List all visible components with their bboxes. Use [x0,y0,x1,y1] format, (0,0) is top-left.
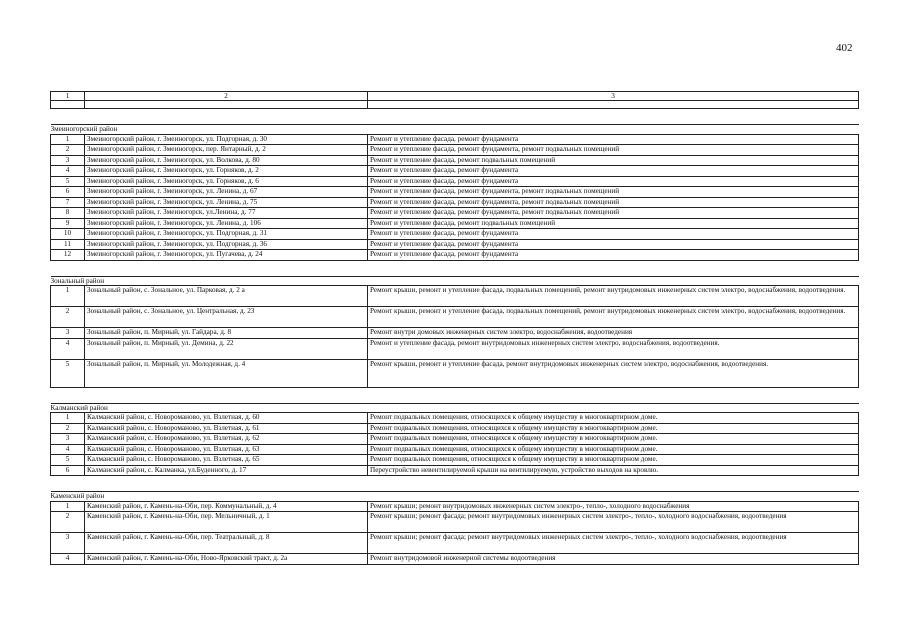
section-gap [51,476,859,492]
table-row [51,176,859,187]
row-work: Ремонт крыши; ремонт фасада; ремонт внутридомовых инженерных систем электро-, тепло-, холодного водоснабжения, водоотведения [368,512,859,533]
blank-row [51,101,859,109]
table-row [51,286,859,307]
row-work: Ремонт и утепление фасада, ремонт внутридомовых инженерных систем электро, водоснабжения, водоотведения. [368,338,859,359]
row-number: 3 [51,434,85,445]
row-work: Ремонт внутри домовых инженерных систем электро, водоснабжения, водоотведения [368,328,859,339]
table-row [51,512,859,533]
row-number: 6 [51,187,85,198]
section-gap [51,109,859,125]
row-address: Каменский район, г. Камень-на-Оби, пер. Коммунальный, д. 4 [85,501,368,512]
row-work: Ремонт внутридомовой инженерной системы водоотведения [368,554,859,565]
row-address: Змеиногорский район, г. Змеиногорск, пер. Янтарный, д. 2 [85,145,368,156]
row-number: 3 [51,155,85,166]
row-number: 2 [51,145,85,156]
table-row [51,145,859,156]
repair-table [50,91,859,565]
table-row [51,197,859,208]
header-col-3: 3 [368,92,859,101]
section-gap [51,260,859,276]
row-number: 5 [51,455,85,466]
section-title: Калманский район [51,403,859,412]
row-number: 7 [51,197,85,208]
row-number: 5 [51,176,85,187]
row-number: 2 [51,423,85,434]
row-address: Змеиногорский район, г. Змеиногорск, ул.Ленина, д. 77 [85,208,368,219]
row-number: 4 [51,338,85,359]
row-work: Ремонт и утепление фасада, ремонт фундамента, ремонт подвальных помещений [368,197,859,208]
row-work: Ремонт подвальных помещения, относящихся к общему имуществу в многоквартирном доме. [368,444,859,455]
row-work: Ремонт и утепление фасада, ремонт фундамента [368,239,859,250]
table-row [51,134,859,145]
table-row [51,250,859,261]
row-address: Змеиногорский район, г. Змеиногорск, ул. Пугачева, д. 24 [85,250,368,261]
row-work: Ремонт и утепление фасада, ремонт фундамента, ремонт подвальных помещений [368,208,859,219]
row-address: Каменский район, г. Камень-на-Оби, пер. Театральный, д. 8 [85,533,368,554]
row-address: Зональный район, с. Зональное, ул. Парковая, д. 2 а [85,286,368,307]
row-work: Ремонт и утепление фасада, ремонт фундамента, ремонт подвальных помещений [368,187,859,198]
row-number: 1 [51,286,85,307]
table-row [51,218,859,229]
row-work: Ремонт крыши, ремонт и утепление фасада, ремонт внутридомовых инженерных систем электро, водоснабжения, водоотведения. [368,359,859,387]
table-row [51,338,859,359]
table-row [51,554,859,565]
row-work: Ремонт и утепление фасада, ремонт фундамента [368,250,859,261]
row-work: Ремонт и утепление фасада, ремонт фундамента [368,176,859,187]
row-address: Змеиногорский район, г. Змеиногорск, ул. Подгорная, д. 36 [85,239,368,250]
table-row [51,359,859,387]
table-row [51,455,859,466]
row-number: 4 [51,166,85,177]
row-work: Ремонт крыши; ремонт фасада; ремонт внутридомовых инженерных систем электро-, тепло-, холодного водоснабжения, водоотведения [368,533,859,554]
row-address: Змеиногорский район, г. Змеиногорск, ул. Подгорная, д. 30 [85,134,368,145]
row-address: Калманский район, с. Калманка, ул.Буденного, д. 17 [85,465,368,476]
section-title-row [51,492,859,501]
section-title-row [51,276,859,285]
row-number: 6 [51,465,85,476]
table-row [51,155,859,166]
row-address: Калманский район, с. Новороманово, ул. Взлетная, д. 63 [85,444,368,455]
section-gap [51,387,859,403]
row-number: 2 [51,512,85,533]
section-title: Каменский район [51,492,859,501]
row-address: Зональный район, п. Мирный, ул. Демина, д. 22 [85,338,368,359]
page-number: 402 [836,42,853,54]
row-number: 12 [51,250,85,261]
row-work: Ремонт подвальных помещения, относящихся к общему имуществу в многоквартирном доме. [368,434,859,445]
table-row [51,444,859,455]
table-row [51,307,859,328]
row-work: Ремонт подвальных помещения, относящихся к общему имуществу в многоквартирном доме. [368,423,859,434]
row-number: 9 [51,218,85,229]
row-work: Ремонт и утепление фасада, ремонт фундамента [368,229,859,240]
table-row [51,465,859,476]
row-address: Змеиногорский район, г. Змеиногорск, ул. Горняков, д. 6 [85,176,368,187]
row-number: 1 [51,501,85,512]
row-number: 3 [51,533,85,554]
row-address: Змеиногорский район, г. Змеиногорск, ул. Горняков, д. 2 [85,166,368,177]
table-row [51,423,859,434]
row-address: Змеиногорский район, г. Змеиногорск, ул. Ленина, д. 67 [85,187,368,198]
table-row [51,187,859,198]
row-address: Калманский район, с. Новороманово, ул. Взлетная, д. 65 [85,455,368,466]
table-row [51,328,859,339]
row-address: Зональный район, п. Мирный, ул. Молодежная, д. 4 [85,359,368,387]
row-address: Калманский район, с. Новороманово, ул. Взлетная, д. 60 [85,413,368,424]
header-row [51,92,859,101]
row-number: 2 [51,307,85,328]
section-title: Зональный район [51,276,859,285]
header-col-2: 2 [85,92,368,101]
row-address: Зональный район, с. Зональное, ул. Центральная, д. 23 [85,307,368,328]
row-address: Зональный район, п. Мирный, ул. Гайдара, д. 8 [85,328,368,339]
row-number: 4 [51,554,85,565]
row-number: 1 [51,134,85,145]
row-address: Каменский район, г. Камень-на-Оби, Ново-Ярковский тракт, д. 2а [85,554,368,565]
header-col-1: 1 [51,92,85,101]
row-work: Ремонт подвальных помещения, относящихся к общему имуществу в многоквартирном доме. [368,413,859,424]
row-number: 10 [51,229,85,240]
table-row [51,229,859,240]
row-work: Ремонт и утепление фасада, ремонт фундамента [368,134,859,145]
row-work: Ремонт крыши, ремонт и утепление фасада, подвальных помещений, ремонт внутридомовых инженерных систем электро, водоснабжения, водоотведения. [368,307,859,328]
table-row [51,166,859,177]
table-row [51,434,859,445]
section-title-row [51,125,859,134]
row-number: 1 [51,413,85,424]
row-work: Ремонт и утепление фасада, ремонт подвальных помещений [368,155,859,166]
table-row [51,501,859,512]
row-work: Ремонт крыши, ремонт и утепление фасада, подвальных помещений, ремонт внутридомовых инженерных систем электро, водоснабжения, водоотведения. [368,286,859,307]
row-work: Переустройство невентилируемой крыши на вентилируемую, устройство выходов на кровлю. [368,465,859,476]
row-work: Ремонт и утепление фасада, ремонт подвальных помещений [368,218,859,229]
row-number: 5 [51,359,85,387]
row-work: Ремонт крыши; ремонт внутридомовых инженерных систем электро-, тепло-, холодного водоснабжения [368,501,859,512]
row-work: Ремонт и утепление фасада, ремонт фундамента [368,166,859,177]
row-work: Ремонт подвальных помещения, относящихся к общему имуществу в многоквартирном доме. [368,455,859,466]
row-work: Ремонт и утепление фасада, ремонт фундамента, ремонт подвальных помещений [368,145,859,156]
row-address: Змеиногорский район, г. Змеиногорск, ул. Ленина, д. 75 [85,197,368,208]
section-title-row [51,403,859,412]
section-title: Змеиногорский район [51,125,859,134]
row-number: 8 [51,208,85,219]
row-address: Змеиногорский район, г. Змеиногорск, ул. Волкова, д. 80 [85,155,368,166]
table-row [51,208,859,219]
row-address: Змеиногорский район, г. Змеиногорск, ул. Подгорная, д. 31 [85,229,368,240]
row-address: Каменский район, г. Камень-на-Оби, пер. Мельничный, д. 1 [85,512,368,533]
row-number: 11 [51,239,85,250]
row-number: 4 [51,444,85,455]
row-number: 3 [51,328,85,339]
row-address: Калманский район, с. Новороманово, ул. Взлетная, д. 62 [85,434,368,445]
row-address: Калманский район, с. Новороманово, ул. Взлетная, д. 61 [85,423,368,434]
table-row [51,413,859,424]
table-row [51,239,859,250]
row-address: Змеиногорский район, г. Змеиногорск, ул. Ленина, д. 106 [85,218,368,229]
table-row [51,533,859,554]
